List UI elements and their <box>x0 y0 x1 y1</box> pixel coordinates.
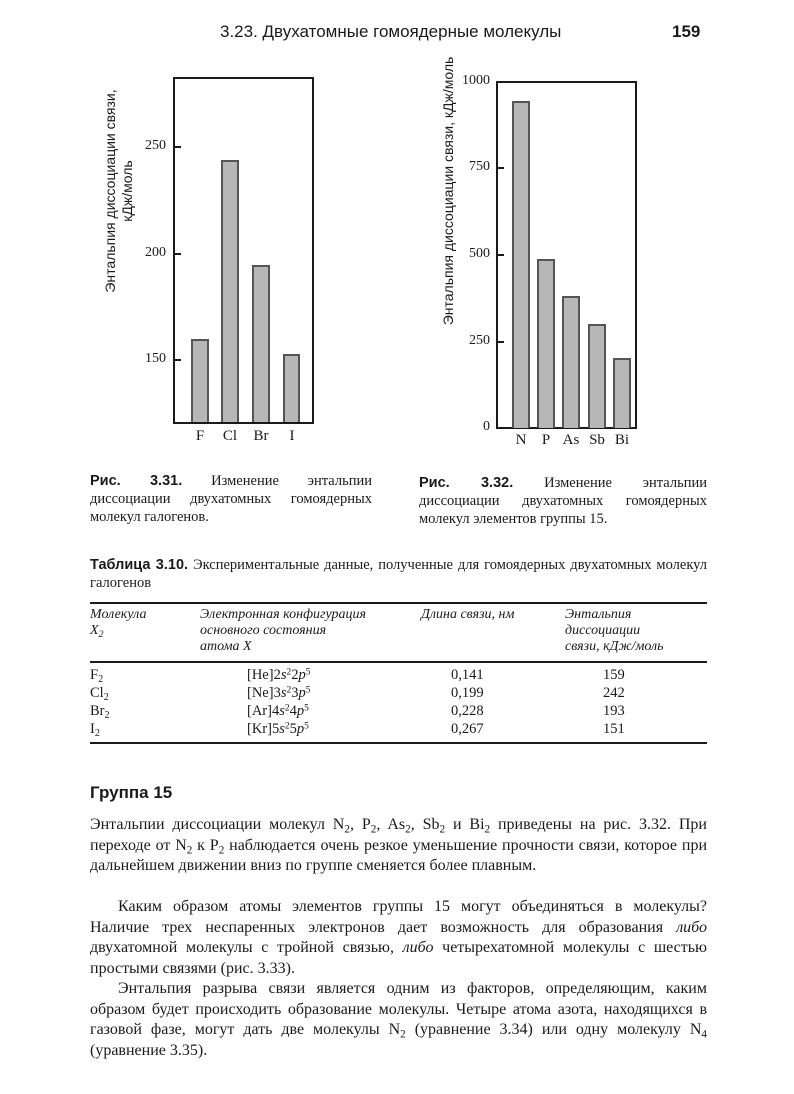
table-top-rule <box>90 602 707 604</box>
chart2-tick <box>497 341 504 343</box>
table-header-molecule: Молекула $X_2$ <box>90 607 147 640</box>
chart2-bar-p <box>537 259 555 428</box>
chart2-category-label: Bi <box>614 432 630 448</box>
chart1-category-label: F <box>195 428 205 444</box>
chart2-y-axis-label: Энтальпия диссоциации связи, кДж/моль <box>440 56 456 326</box>
chart1-tick <box>174 253 181 255</box>
chart1-bar-br <box>252 265 270 422</box>
chart2-tick-label: 250 <box>469 333 490 348</box>
chart1-tick-label: 200 <box>145 245 166 260</box>
chart1-category-label: I <box>289 428 295 444</box>
chart2-bar-sb <box>588 324 606 428</box>
chart1-tick <box>174 359 181 361</box>
chart1-bar-i <box>283 354 300 422</box>
table-bottom-rule <box>90 742 707 744</box>
figure-caption-3-32: Рис. 3.32. Изменение энтальпии диссоциации двухатомных гомоядерных молекул элементов группы 15. <box>419 475 707 527</box>
running-title: 3.23. Двухатомные гомоядерные молекулы <box>220 22 562 41</box>
chart2-category-label: As <box>562 432 580 448</box>
chart2-tick-label: 1000 <box>462 73 490 88</box>
page-number: 159 <box>672 22 701 41</box>
chart2-bar-n <box>512 101 530 428</box>
chart2-bar-as <box>562 296 580 428</box>
chart1-tick <box>174 146 181 148</box>
paragraph-3: Энтальпия разрыва связи является одним из факторов, определяющим, каким образом будет происходить образование молекулы. Четыре атома азота, находящихся в газовой фазе, могут дать две молекулы $N_2$ (уравнение 3.34) или одну молекулу $N_4$ (уравнение 3.35). <box>90 980 708 1059</box>
table-header-config: Электронная конфигурация основного состояния атома X <box>200 607 367 654</box>
table-header-bond-length: Длина связи, нм <box>421 607 515 622</box>
chart2-category-label: N <box>515 432 527 448</box>
table-header-enthalpy: Энтальпия диссоциации связи, кДж/моль <box>565 607 664 654</box>
chart2-bar-bi <box>613 358 631 428</box>
chart1-category-label: Cl <box>222 428 238 444</box>
chart2-tick-label: 500 <box>469 246 490 261</box>
chart2-category-label: Sb <box>589 432 605 448</box>
table-title: Таблица 3.10. Экспериментальные данные, полученные для гомоядерных двухатомных молекул галогенов <box>90 557 708 591</box>
paragraph-1: Энтальпии диссоциации молекул $N_2$, $P_2$, $As_2$, $Sb_2$ и $Bi_2$ приведены на рис. 3.32. При переходе от $N_2$ к $P_2$ наблюдается очень резкое уменьшение прочности связи, которое при дальнейшем движении вниз по группе сменяется более плавным. <box>90 816 708 874</box>
figure-caption-3-31: Рис. 3.31. Изменение энтальпии диссоциации двухатомных гомоядерных молекул галогенов. <box>90 473 372 525</box>
chart1-tick-label: 150 <box>145 351 166 366</box>
chart1-bar-f <box>191 339 209 422</box>
chart2-tick <box>497 167 504 169</box>
chart2-tick-label: 0 <box>483 419 490 434</box>
chart1-y-axis-label: Энтальпия диссоциации связи, кДж/моль <box>102 89 135 293</box>
paragraph-2: Каким образом атомы элементов группы 15 могут объединяться в молекулы? Наличие трех неспаренных электронов дает возможность для образования либо двухатомной молекулы с тройной связью, либо четырехатомной молекулы с шестью простыми связями (рис. 3.33). <box>90 898 708 977</box>
chart2-category-label: P <box>541 432 551 448</box>
chart1-category-label: Br <box>253 428 269 444</box>
chart2-tick-label: 750 <box>469 159 490 174</box>
chart1-tick-label: 250 <box>145 138 166 153</box>
chart1-bar-cl <box>221 160 239 422</box>
chart2-tick <box>497 254 504 256</box>
section-heading: Группа 15 <box>90 783 173 802</box>
table-header-rule <box>90 661 707 663</box>
